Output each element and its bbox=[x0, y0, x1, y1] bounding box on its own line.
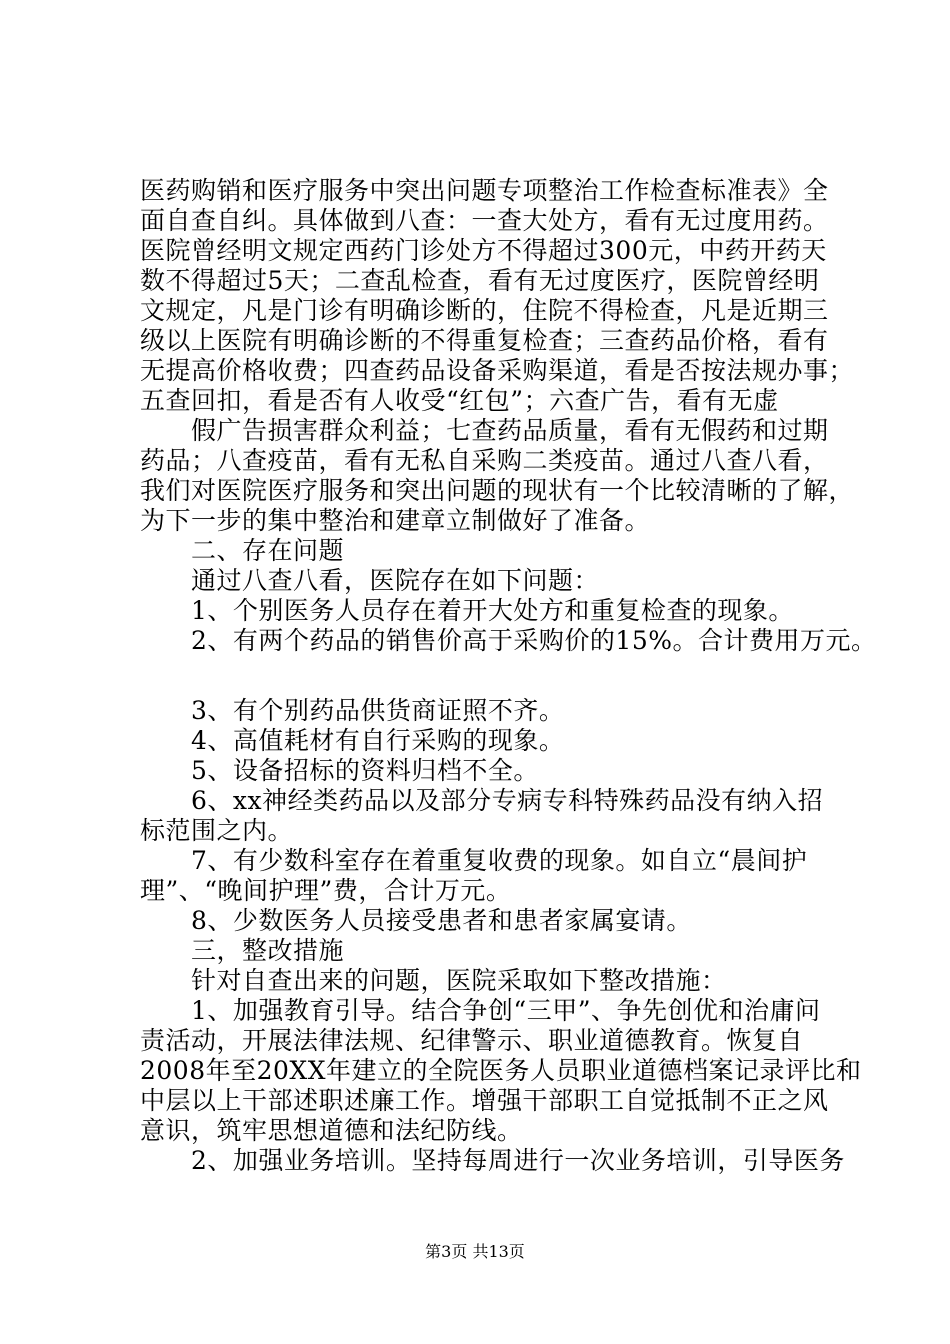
text-line: 假广告损害群众利益；七查药品质量，看有无假药和过期 bbox=[140, 416, 829, 445]
text-line: 针对自查出来的问题，医院采取如下整改措施： bbox=[140, 966, 727, 995]
text-line: 无提高价格收费；四查药品设备采购渠道，看是否按法规办事； bbox=[140, 356, 855, 385]
page-number-footer: 第3页 共13页 bbox=[425, 1242, 525, 1261]
list-item: 2、加强业务培训。坚持每周进行一次业务培训，引导医务 bbox=[140, 1146, 845, 1175]
text-line: 级以上医院有明确诊断的不得重复检查；三查药品价格，看有 bbox=[140, 326, 829, 355]
list-item: 1、个别医务人员存在着开大处方和重复检查的现象。 bbox=[140, 596, 794, 625]
text-line: 意识，筑牢思想道德和法纪防线。 bbox=[140, 1116, 523, 1145]
text-line: 药品；八查疫苗，看有无私自采购二类疫苗。通过八查八看， bbox=[140, 446, 829, 475]
text-line: 数不得超过5天；二查乱检查，看有无过度医疗，医院曾经明 bbox=[140, 266, 820, 295]
text-line: 通过八查八看，医院存在如下问题： bbox=[140, 566, 600, 595]
list-item: 7、有少数科室存在着重复收费的现象。如自立“晨间护 bbox=[140, 846, 808, 875]
list-item: 8、少数医务人员接受患者和患者家属宴请。 bbox=[140, 906, 692, 935]
text-line: 标范围之内。 bbox=[140, 816, 294, 845]
text-line: 文规定，凡是门诊有明确诊断的，住院不得检查，凡是近期三 bbox=[140, 296, 829, 325]
text-line: 为下一步的集中整治和建章立制做好了准备。 bbox=[140, 506, 651, 535]
list-item: 5、设备招标的资料归档不全。 bbox=[140, 756, 539, 785]
list-item: 2、有两个药品的销售价高于采购价的15%。合计费用万元。 bbox=[140, 626, 877, 655]
text-line: 责活动，开展法律法规、纪律警示、职业道德教育。恢复自 bbox=[140, 1026, 804, 1055]
section-heading: 二、存在问题 bbox=[140, 536, 345, 565]
section-heading: 三，整改措施 bbox=[140, 936, 345, 965]
text-line: 我们对医院医疗服务和突出问题的现状有一个比较清晰的了解， bbox=[140, 476, 855, 505]
text-line: 五查回扣，看是否有人收受“红包”；六查广告，看有无虚 bbox=[140, 386, 779, 415]
list-item: 1、加强教育引导。结合争创“三甲”、争先创优和治庸问 bbox=[140, 996, 821, 1025]
text-line: 医院曾经明文规定西药门诊处方不得超过300元，中药开药天 bbox=[140, 236, 827, 265]
text-line: 中层以上干部述职述廉工作。增强干部职工自觉抵制不正之风 bbox=[140, 1086, 829, 1115]
list-item: 3、有个别药品供货商证照不齐。 bbox=[140, 696, 565, 725]
text-line: 面自查自纠。具体做到八查：一查大处方，看有无过度用药。 bbox=[140, 206, 829, 235]
text-line: 理”、“晚间护理”费，合计万元。 bbox=[140, 876, 512, 905]
text-line: 2008年至20XX年建立的全院医务人员职业道德档案记录评比和 bbox=[140, 1056, 862, 1085]
list-item: 6、xx神经类药品以及部分专病专科特殊药品没有纳入招 bbox=[140, 786, 824, 815]
text-line: 医药购销和医疗服务中突出问题专项整治工作检查标准表》全 bbox=[140, 176, 829, 205]
list-item: 4、高值耗材有自行采购的现象。 bbox=[140, 726, 565, 755]
blank-line bbox=[140, 656, 840, 686]
